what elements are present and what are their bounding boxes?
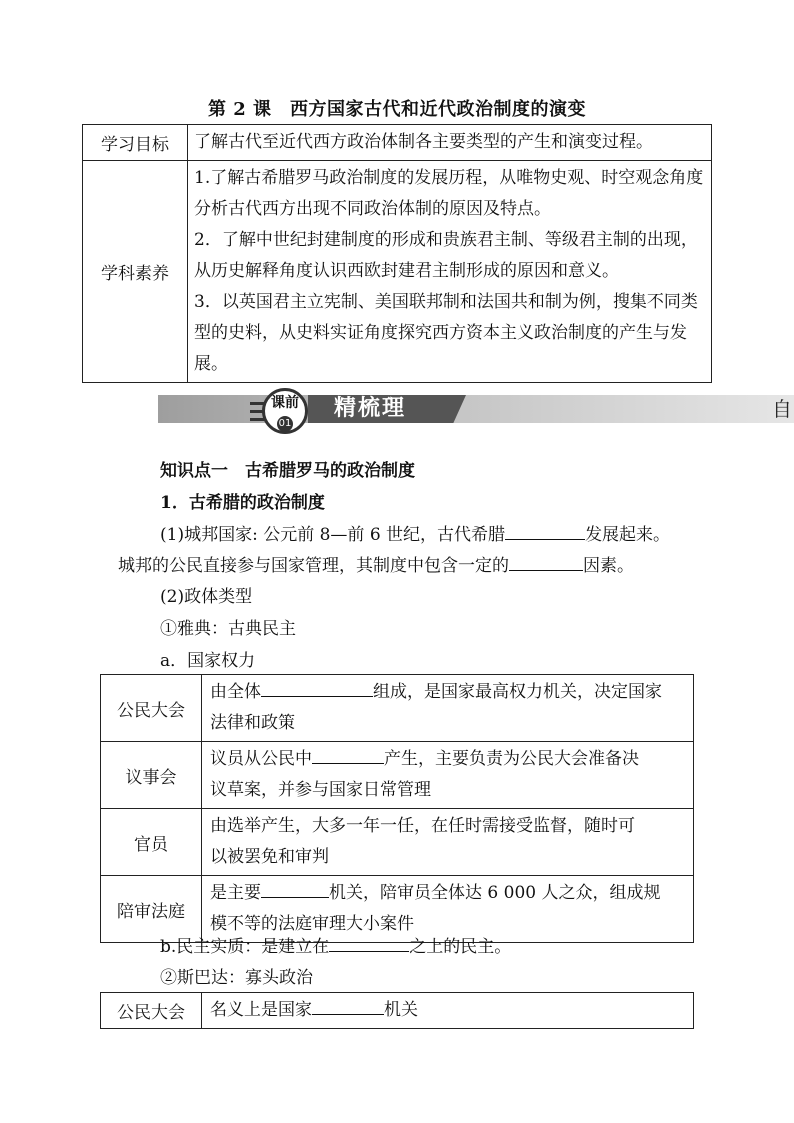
row-label: 陪审法庭	[101, 876, 202, 943]
text-span: 以被罢免和审判	[210, 847, 329, 867]
row-content	[202, 993, 694, 1029]
text-span: 议草案，并参与国家日常管理	[210, 780, 431, 800]
section-banner	[158, 394, 794, 429]
text-span: 机关，陪审员全体达 6 000 人之众，组成规	[329, 883, 661, 903]
row-content	[202, 675, 694, 742]
text-span: (1)城邦国家: 公元前 8—前 6 世纪，古代希腊	[160, 525, 506, 545]
objectives-table	[82, 124, 712, 383]
table-row	[101, 809, 694, 876]
text-span: 机关	[384, 1000, 418, 1020]
text-span: 之上的民主。	[409, 937, 512, 957]
text-span: 发展起来。	[585, 525, 671, 545]
literacy-item-1: 1.了解古希腊罗马政治制度的发展历程，从唯物史观、时空观念角度分析古代西方出现不同政治体制的原因及特点。	[194, 168, 704, 219]
paragraph-sparta: ②斯巴达：寡头政治	[160, 968, 313, 988]
badge-text: 课前	[271, 395, 299, 411]
objectives-label: 学习目标	[83, 125, 188, 161]
answer-blank	[329, 935, 409, 952]
text-span: 法律和政策	[210, 713, 295, 733]
literacy-item-3: 3．以英国君主立宪制、美国联邦制和法国共和制为例，搜集不同类型的史料，从史料实证角度探究西方资本主义政治制度的产生与发展。	[194, 292, 698, 374]
text-span: 议员从公民中	[210, 749, 312, 769]
text-span: 城邦的公民直接参与国家管理，其制度中包含一定的	[118, 556, 509, 576]
answer-blank	[312, 747, 384, 764]
answer-blank	[261, 881, 329, 898]
knowledge-heading: 知识点一 古希腊罗马的政治制度	[160, 461, 415, 481]
answer-blank	[312, 998, 384, 1015]
text-span: 产生，主要负责为公民大会准备决	[384, 749, 639, 769]
table-row	[83, 125, 712, 161]
row-label: 官员	[101, 809, 202, 876]
literacy-item-2: 2．了解中世纪封建制度的形成和贵族君主制、等级君主制的出现，从历史解释角度认识西欧封建君主制形成的原因和意义。	[194, 230, 698, 281]
sparta-table	[100, 992, 694, 1029]
answer-blank	[509, 554, 583, 571]
banner-badge	[262, 388, 308, 434]
text-span: 由选举产生，大多一年一任，在任时需接受监督，随时可	[210, 816, 635, 836]
objectives-text: 了解古代至近代西方政治体制各主要类型的产生和演变过程。	[188, 125, 712, 161]
text-span: 因素。	[583, 556, 634, 576]
paragraph-athens: ①雅典：古典民主	[160, 619, 296, 639]
table-row	[101, 675, 694, 742]
literacy-content	[188, 161, 712, 383]
text-span: 组成，是国家最高权力机关，决定国家	[373, 682, 662, 702]
table-row	[101, 742, 694, 809]
row-label: 议事会	[101, 742, 202, 809]
banner-edge-text: 自	[772, 397, 792, 421]
subheading-greece: 1．古希腊的政治制度	[160, 493, 325, 513]
table-row	[83, 161, 712, 383]
paragraph-city-state-cont	[118, 551, 634, 576]
row-content	[202, 809, 694, 876]
literacy-label: 学科素养	[83, 161, 188, 383]
row-label: 公民大会	[101, 993, 202, 1029]
text-span: 名义上是国家	[210, 1000, 312, 1020]
paragraph-polity: (2)政体类型	[160, 587, 253, 607]
row-content	[202, 742, 694, 809]
paragraph-city-state	[160, 520, 670, 545]
answer-blank	[505, 523, 585, 540]
text-span: 是主要	[210, 883, 261, 903]
banner-title: 精梳理	[334, 396, 407, 421]
text-span: 由全体	[210, 682, 261, 702]
athens-power-table	[100, 674, 694, 943]
paragraph-democracy-essence	[160, 932, 511, 957]
text-span: b.民主实质：是建立在	[160, 937, 330, 957]
table-row	[101, 993, 694, 1029]
text-span: 模不等的法庭审理大小案件	[210, 914, 414, 934]
row-label: 公民大会	[101, 675, 202, 742]
badge-number: 01	[277, 416, 293, 432]
answer-blank	[261, 680, 373, 697]
lesson-title: 第 2 课 西方国家古代和近代政治制度的演变	[207, 99, 587, 120]
paragraph-state-power: a．国家权力	[160, 651, 256, 671]
